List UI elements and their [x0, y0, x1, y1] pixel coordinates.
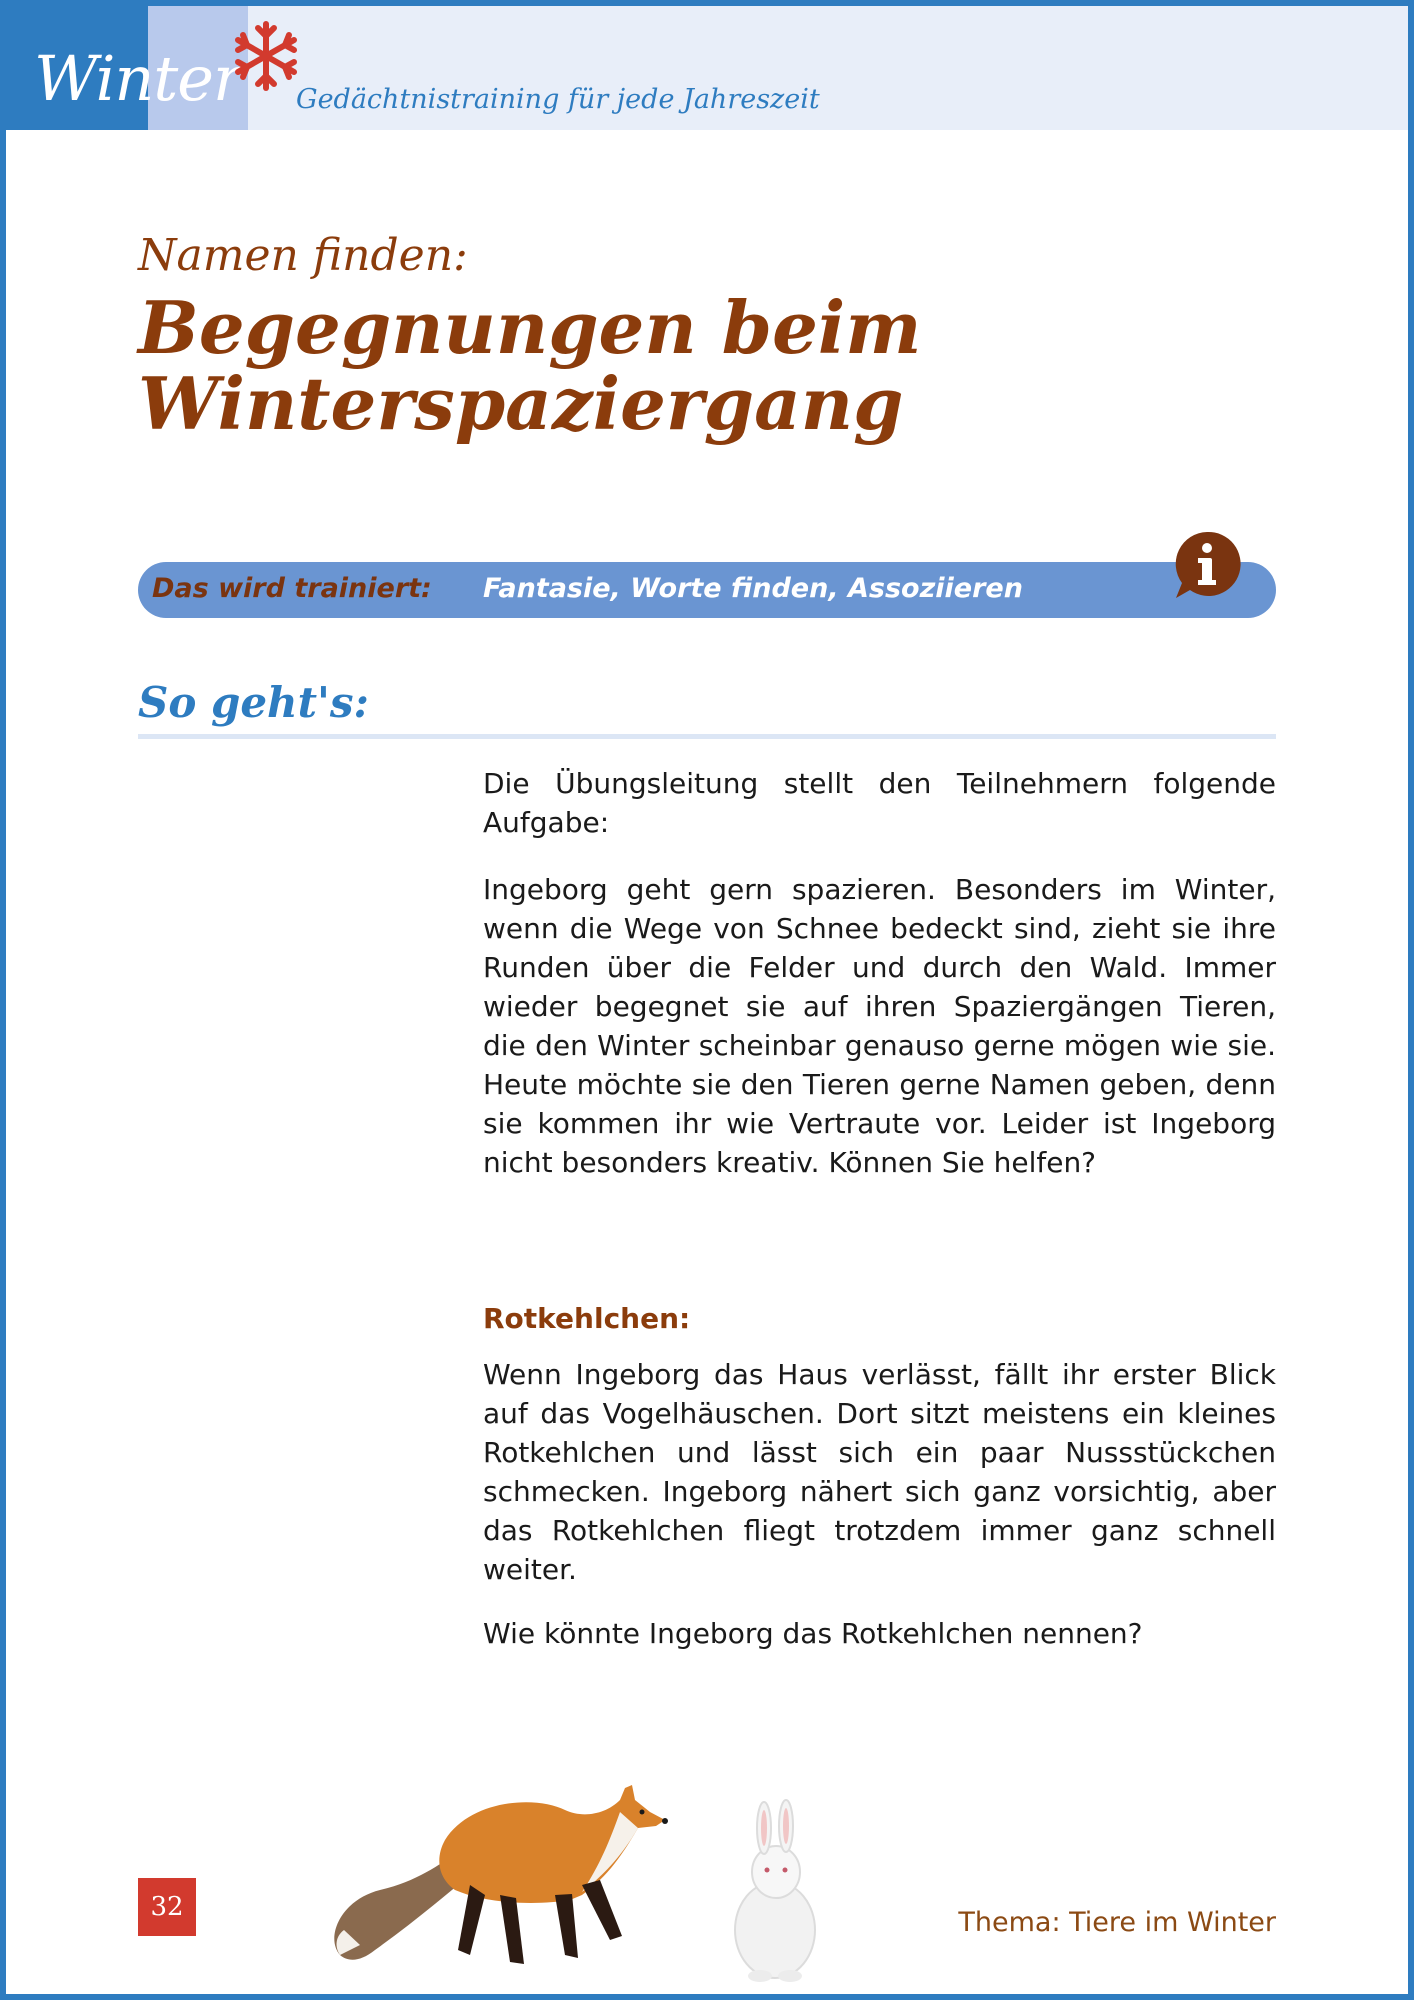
footer-theme: Thema: Tiere im Winter	[958, 1907, 1276, 1938]
intro-text: Die Übungsleitung stellt den Teilnehmern folgende Aufgabe:	[483, 767, 1276, 839]
training-label: Das wird trainiert:	[152, 573, 432, 604]
page-title	[138, 285, 938, 446]
section-heading: So geht's:	[138, 678, 369, 727]
fox-and-rabbit-illustration	[320, 1700, 840, 1990]
exercise-kicker: Namen finden:	[138, 230, 468, 281]
robin-heading: Rotkehlchen:	[483, 1302, 691, 1335]
rabbit-image	[735, 1800, 815, 1982]
fox-image	[334, 1785, 668, 1964]
robin-question: Wie könnte Ingeborg das Rotkehlchen nennen?	[483, 1617, 1143, 1650]
snowflake-icon	[232, 20, 300, 92]
page-number: 32	[138, 1878, 196, 1936]
robin-text: Wenn Ingeborg das Haus verlässt, fällt ihr erster Blick auf das Vogelhäuschen. Dort sitzt meistens ein kleines Rotkehlchen und lässt sich ein paar Nussstückchen schmecken. Ingeborg nähert sich ganz vorsichtig, aber das Rotkehlchen fliegt trotzdem immer ganz schnell weiter.	[483, 1358, 1276, 1586]
training-value: Fantasie, Worte finden, Assoziieren	[483, 573, 1023, 604]
story-text: Ingeborg geht gern spazieren. Besonders im Winter, wenn die Wege von Schnee bedeckt sind, zieht sie ihre Runden über die Felder und durch den Wald. Immer wieder begegnet sie auf ihren Spaziergängen Tieren, die den Winter scheinbar genauso gerne mögen wie sie. Heute möchte sie den Tieren gerne Namen geben, denn sie kommen ihr wie Vertraute vor. Leider ist Ingeborg nicht besonders kreativ. Können Sie helfen?	[483, 873, 1276, 1179]
info-icon	[1170, 528, 1244, 602]
header-subtitle: Gedächtnistraining für jede Jahreszeit	[296, 84, 820, 115]
section-divider	[138, 734, 1276, 739]
page-title-line: Begegnungen beim	[138, 285, 922, 370]
header-title: Winter	[34, 42, 242, 115]
page-title-line: Winterspaziergang	[138, 360, 904, 446]
